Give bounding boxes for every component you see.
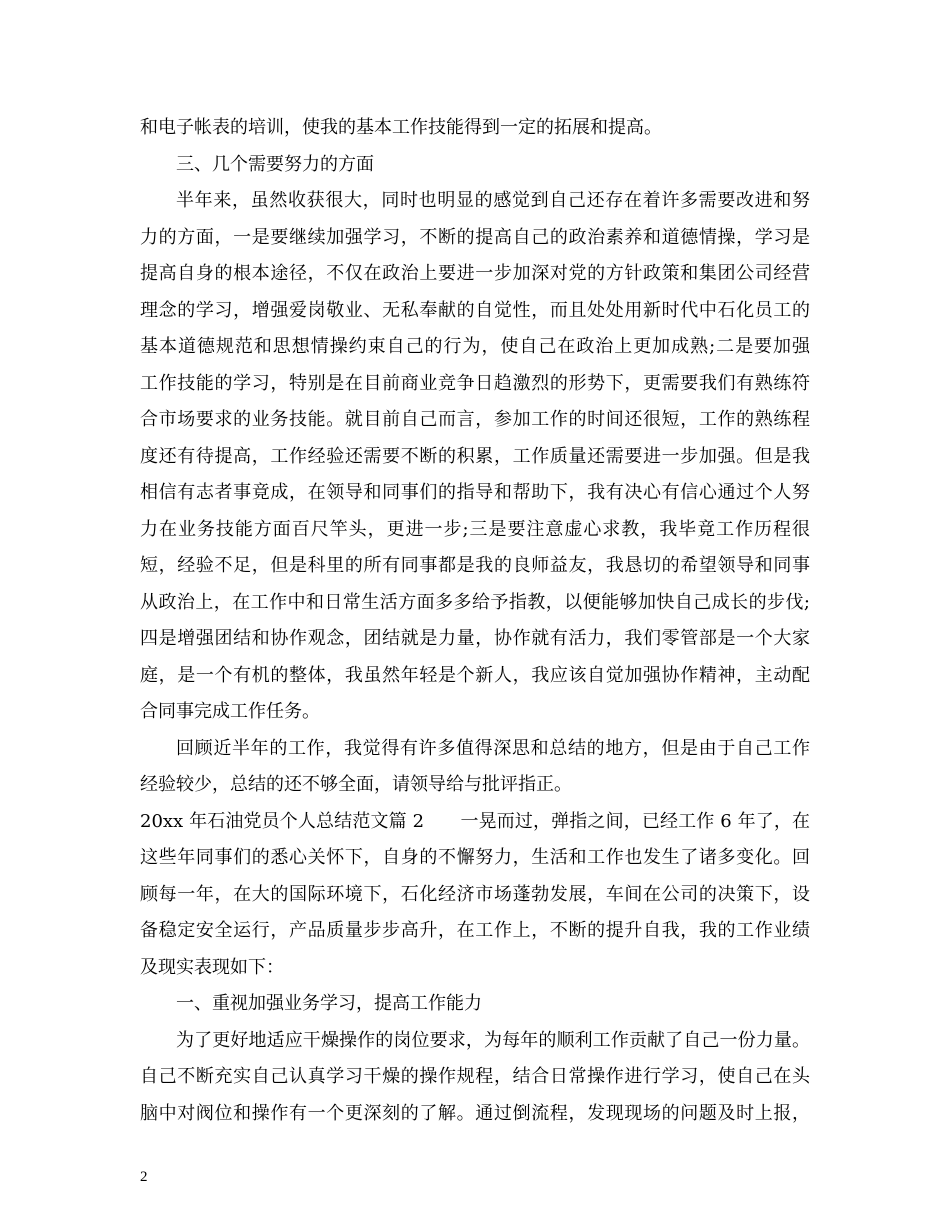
body-line: 合同事完成工作任务。 xyxy=(140,701,320,722)
body-line: 经验较少，总结的还不够全面，请领导给与批评指正。 xyxy=(140,774,572,795)
body-line: 合市场要求的业务技能。就目前自己而言，参加工作的时间还很短，工作的熟练程 xyxy=(140,409,810,430)
body-line: 自己不断充实自己认真学习干燥的操作规程，结合日常操作进行学习，使自己在头 xyxy=(140,1066,810,1087)
section-heading: 三、几个需要努力的方面 xyxy=(176,154,374,175)
body-line: 庭，是一个有机的整体，我虽然年轻是个新人，我应该自觉加强协作精神，主动配 xyxy=(140,665,810,686)
body-line: 度还有待提高，工作经验还需要不断的积累，工作质量还需要进一步加强。但是我 xyxy=(140,446,810,467)
body-line: 这些年同事们的悉心关怀下，自身的不懈努力，生活和工作也发生了诸多变化。回 xyxy=(140,847,810,868)
body-line: 从政治上，在工作中和日常生活方面多多给予指教，以便能够加快自己成长的步伐; xyxy=(140,592,810,613)
body-line: 工作技能的学习，特别是在目前商业竞争日趋激烈的形势下，更需要我们有熟练符 xyxy=(140,373,810,394)
body-line: 为了更好地适应干燥操作的岗位要求，为每年的顺利工作贡献了自己一份力量。 xyxy=(176,1030,810,1051)
body-line: 脑中对阀位和操作有一个更深刻的了解。通过倒流程，发现现场的问题及时上报， xyxy=(140,1103,810,1124)
body-line: 理念的学习，增强爱岗敬业、无私奉献的自觉性，而且处处用新时代中石化员工的 xyxy=(140,300,810,321)
page-number: 2 xyxy=(140,1169,148,1185)
body-line: 提高自身的根本途径，不仅在政治上要进一步加深对党的方针政策和集团公司经营 xyxy=(140,263,810,284)
body-line: 四是增强团结和协作观念，团结就是力量，协作就有活力，我们零管部是一个大家 xyxy=(140,628,810,649)
body-line: 回顾近半年的工作，我觉得有许多值得深思和总结的地方，但是由于自己工作 xyxy=(176,738,810,759)
body-line: 及现实表现如下： xyxy=(140,957,284,978)
body-line: 相信有志者事竟成，在领导和同事们的指导和帮助下，我有决心有信心通过个人努 xyxy=(140,482,810,503)
body-line: 半年来，虽然收获很大，同时也明显的感觉到自己还存在着许多需要改进和努 xyxy=(176,190,810,211)
body-line: 力的方面，一是要继续加强学习，不断的提高自己的政治素养和道德情操，学习是 xyxy=(140,227,810,248)
body-line: 力在业务技能方面百尺竿头，更进一步;三是要注意虚心求教，我毕竟工作历程很 xyxy=(140,519,810,540)
section-heading: 一、重视加强业务学习，提高工作能力 xyxy=(176,993,482,1014)
body-line: 备稳定安全运行，产品质量步步高升，在工作上，不断的提升自我，我的工作业绩 xyxy=(140,920,810,941)
body-line: 短，经验不足，但是科里的所有同事都是我的良师益友，我恳切的希望领导和同事 xyxy=(140,555,810,576)
article-title-line: 20xx 年石油党员个人总结范文篇 2 一晃而过，弹指之间，已经工作 6 年了，在 xyxy=(140,811,810,832)
body-line: 顾每一年，在大的国际环境下，石化经济市场蓬勃发展，车间在公司的决策下，设 xyxy=(140,884,810,905)
body-line: 基本道德规范和思想情操约束自己的行为，使自己在政治上更加成熟;二是要加强 xyxy=(140,336,810,357)
body-line: 和电子帐表的培训，使我的基本工作技能得到一定的拓展和提高。 xyxy=(140,117,662,138)
